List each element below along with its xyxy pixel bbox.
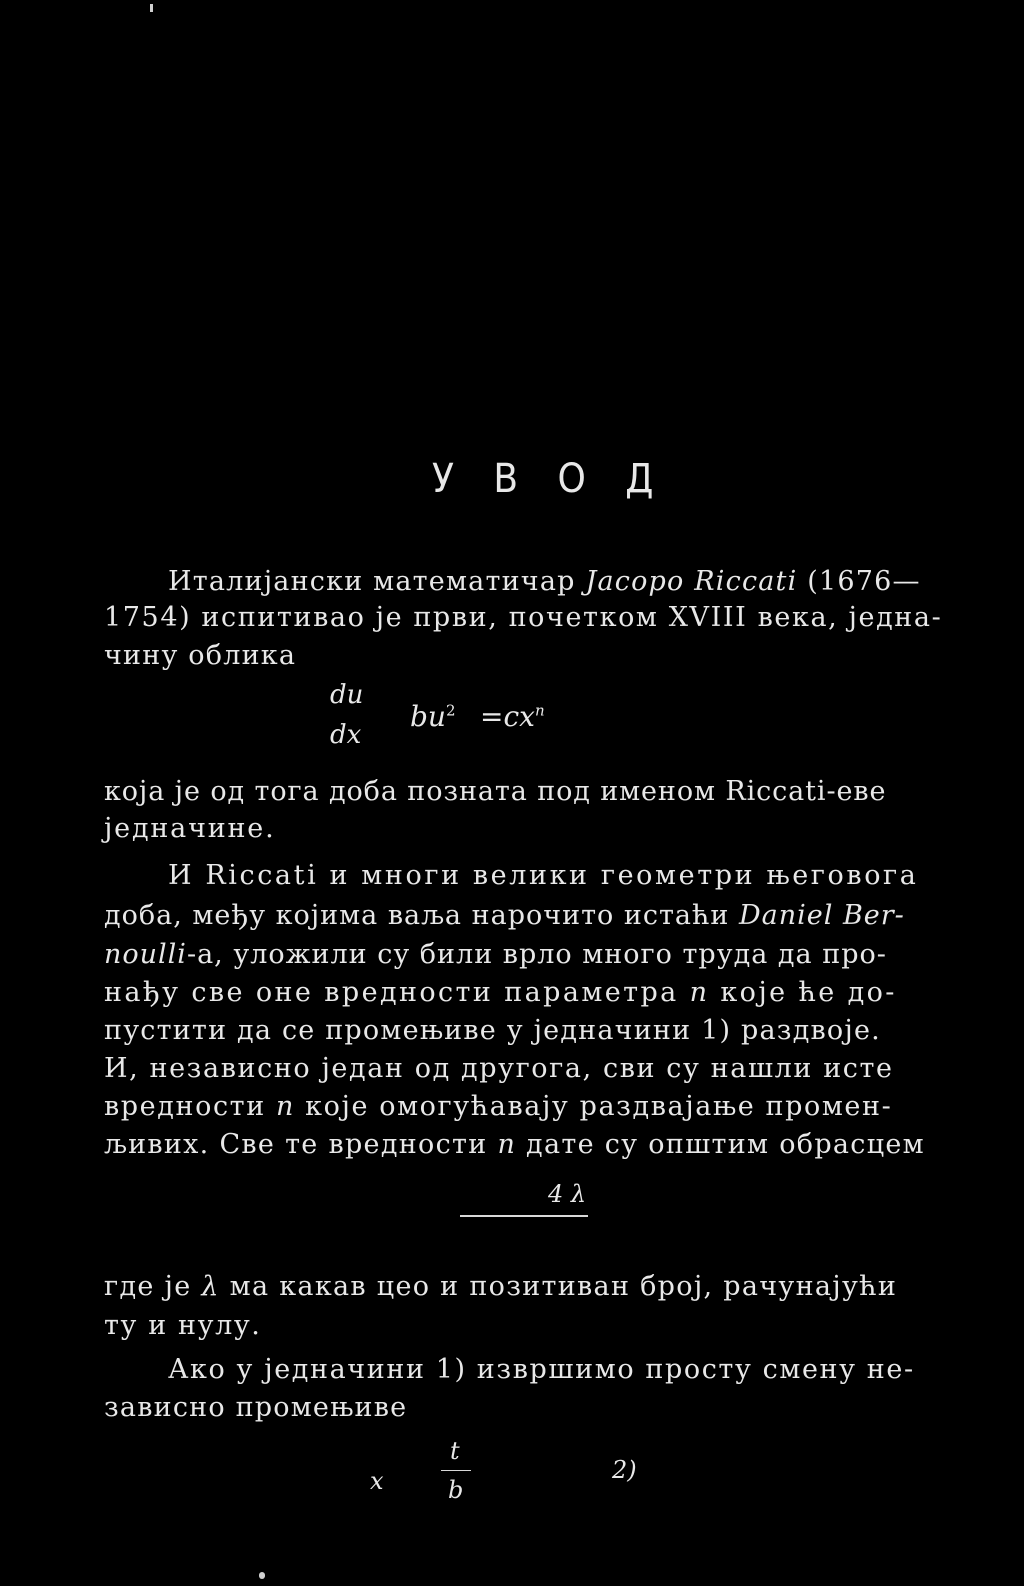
text-line: 1754) испитивао је први, почетком XVIII века, једна- bbox=[104, 602, 943, 633]
scan-speck-bottom bbox=[259, 1572, 265, 1579]
text-span: (1676— bbox=[797, 566, 921, 597]
text-span: Италијански математичар bbox=[168, 566, 586, 597]
text-line: чину облика bbox=[104, 640, 297, 671]
text-line bbox=[104, 900, 905, 931]
text-line: једначине. bbox=[104, 813, 276, 844]
text-span: које ће до- bbox=[709, 977, 897, 1008]
text-line: зависно промењиве bbox=[104, 1392, 408, 1423]
formula-numerator: 4 λ bbox=[548, 1180, 587, 1208]
text-span: -а, уложили су били врло много труда да про- bbox=[186, 939, 887, 970]
text-span: нађу све оне вредности параметра bbox=[104, 977, 690, 1008]
text-line: пустити да се промењиве у једначини 1) раздвоје. bbox=[104, 1015, 881, 1046]
text-span: доба, међу којима ваља нарочито истаћи bbox=[104, 900, 739, 931]
text-span: ма какав цео и позитиван број, рачунајући bbox=[219, 1271, 898, 1302]
equation-dx: dx bbox=[330, 720, 362, 750]
equation-cx-base: =cx bbox=[480, 700, 535, 733]
text-line: И, независно један од другога, сви су нашли исте bbox=[104, 1053, 894, 1084]
equation-bu-base: bu bbox=[410, 700, 446, 733]
text-line: ту и нулу. bbox=[104, 1310, 262, 1341]
author-name: Daniel Ber- bbox=[738, 900, 905, 931]
text-span: љивих. Све те вредности bbox=[104, 1129, 498, 1160]
text-span: где је bbox=[104, 1271, 202, 1302]
text-line bbox=[104, 1091, 892, 1122]
text-line: И Riccati и многи велики геометри његовога bbox=[168, 860, 919, 891]
equation-b: b bbox=[448, 1476, 464, 1504]
equation-cx bbox=[480, 700, 545, 733]
text-line bbox=[168, 566, 921, 597]
equation-bu bbox=[410, 700, 456, 733]
equation-x: x bbox=[370, 1467, 384, 1495]
scan-speck-top bbox=[150, 4, 153, 12]
author-name: Jacopo Riccati bbox=[585, 566, 798, 597]
text-line bbox=[104, 1271, 897, 1302]
math-variable: λ bbox=[201, 1271, 220, 1302]
text-line bbox=[104, 1129, 925, 1160]
math-variable: n bbox=[689, 977, 710, 1008]
text-line: Ако у једначини 1) извршимо просту смену не- bbox=[168, 1354, 915, 1385]
fraction-bar bbox=[460, 1215, 588, 1217]
equation-bu-exponent: 2 bbox=[445, 701, 456, 720]
equation-t: t bbox=[450, 1437, 460, 1465]
page-title: У В О Д bbox=[432, 456, 668, 502]
equation-cx-exponent: n bbox=[534, 701, 545, 720]
author-name: noulli bbox=[104, 939, 187, 970]
text-line bbox=[104, 977, 897, 1008]
text-line: која је од тога доба позната под именом Riccati-еве bbox=[104, 776, 887, 807]
text-span: вредности bbox=[104, 1091, 276, 1122]
text-line bbox=[104, 939, 887, 970]
equation-label: 2) bbox=[612, 1456, 637, 1484]
equation-du: du bbox=[330, 680, 364, 710]
fraction-bar bbox=[441, 1470, 471, 1471]
text-span: дате су општим обрасцем bbox=[516, 1129, 925, 1160]
text-span: које омогућавају раздвајање промен- bbox=[294, 1091, 893, 1122]
math-variable: n bbox=[497, 1129, 517, 1160]
math-variable: n bbox=[275, 1091, 295, 1122]
